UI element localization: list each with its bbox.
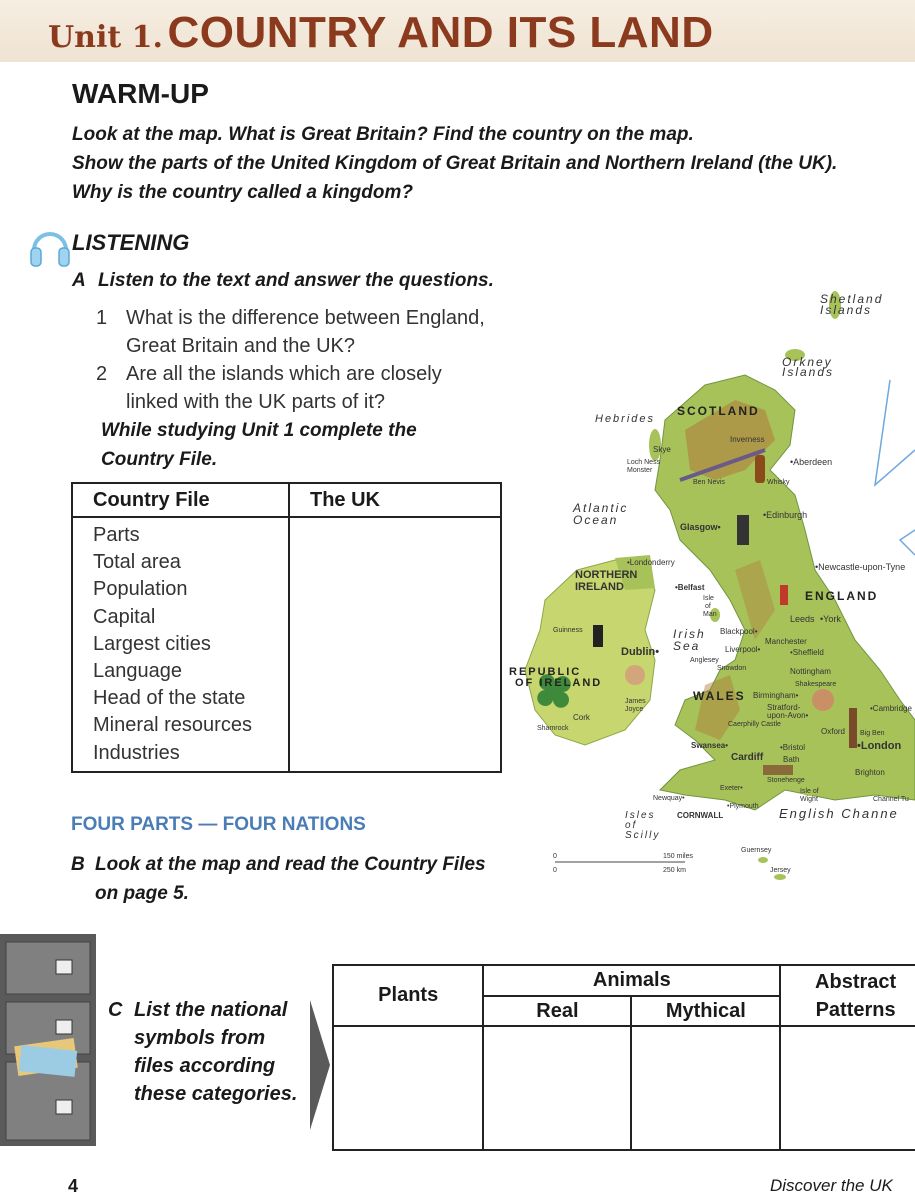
map-label: Isles <box>625 810 656 821</box>
study-note-line: Country File. <box>101 449 218 470</box>
task-c-text: List the national <box>134 999 288 1021</box>
map-label: Guinness <box>553 627 583 634</box>
map-label: Whisky <box>767 479 790 486</box>
map-label: •Belfast <box>675 583 705 592</box>
map-label: Nottingham <box>790 667 831 676</box>
task-b-text: on page 5. <box>95 883 189 904</box>
map-label: Orkney <box>782 355 833 369</box>
country-file-header: Country File <box>72 483 289 517</box>
country-file-row: Population <box>93 578 188 601</box>
abstract-patterns-answer-cell[interactable] <box>780 1026 915 1150</box>
page-number: 4 <box>68 1176 79 1196</box>
map-label: Scilly <box>625 830 661 841</box>
map-label: •Edinburgh <box>763 510 808 520</box>
map-label: Irish <box>673 627 706 641</box>
study-note-line: While studying Unit 1 complete the <box>101 420 417 441</box>
map-label: Leeds <box>790 614 815 624</box>
map-label: English Channe <box>779 806 899 821</box>
map-label: Jersey <box>770 867 791 874</box>
task-b-letter: B <box>71 854 85 875</box>
mythical-animals-answer-cell[interactable] <box>631 1026 780 1150</box>
map-label: Inverness <box>730 435 765 444</box>
task-c-letter: C <box>108 999 123 1021</box>
map-label: Sea <box>673 639 701 653</box>
unit-title <box>48 8 714 62</box>
map-label: Guernsey <box>741 847 772 854</box>
arrow-right-icon <box>310 1000 330 1130</box>
map-label: •London <box>857 740 902 752</box>
mythical-header: Mythical <box>631 996 780 1026</box>
question-item <box>96 360 536 416</box>
scottish-piper-icon <box>737 515 749 545</box>
map-label: CORNWALL <box>677 811 724 820</box>
map-label: Exeter• <box>720 785 743 792</box>
question-list <box>96 304 536 416</box>
map-scale-label: 0 <box>553 867 557 874</box>
listening-heading: LISTENING <box>72 230 190 255</box>
map-label: Shetland <box>820 292 884 306</box>
shakespeare-portrait-icon <box>812 689 834 711</box>
map-label: Brighton <box>855 768 885 777</box>
james-joyce-portrait-icon <box>625 665 645 685</box>
map-label: Stonehenge <box>767 777 805 784</box>
map-label: James <box>625 698 646 705</box>
map-label: Loch Ness <box>627 459 661 466</box>
map-label: Dublin• <box>621 646 660 658</box>
map-label: of <box>625 820 638 831</box>
task-b <box>71 850 541 908</box>
guernsey-land <box>758 857 768 863</box>
question-item <box>96 304 536 360</box>
map-label: •York <box>820 614 841 624</box>
football-player-icon <box>780 585 788 605</box>
country-file-row: Industries <box>93 741 180 764</box>
map-label: Manchester <box>765 637 807 646</box>
four-parts-heading: FOUR PARTS — FOUR NATIONS <box>71 814 366 835</box>
map-label: Birmingham• <box>753 691 799 700</box>
task-a-text: Listen to the text and answer the questions. <box>98 270 494 291</box>
map-label: Swansea• <box>691 741 729 750</box>
task-c-text: symbols from <box>134 1027 266 1049</box>
map-label: Joyce <box>625 706 644 713</box>
country-file-row: Language <box>93 660 182 683</box>
filing-cabinet-icon <box>0 930 100 1150</box>
warmup-line: Why is the country called a kingdom? <box>72 182 413 203</box>
map-label: Islands <box>782 365 835 379</box>
map-label: WALES <box>693 689 746 703</box>
map-scale-label: 250 km <box>663 867 686 874</box>
abstract-patterns-header <box>780 965 915 1026</box>
map-label: NORTHERN <box>575 569 638 581</box>
map-label: Liverpool• <box>725 645 761 654</box>
headphones-icon <box>28 222 72 270</box>
unit-heading: COUNTRY AND ITS LAND <box>167 8 714 57</box>
map-label: Channel Tu <box>873 796 909 803</box>
map-label: Man <box>703 611 717 618</box>
abstract-patterns-label: Abstract <box>815 970 897 993</box>
country-file-row: Mineral resources <box>93 714 252 737</box>
map-label: Ocean <box>573 513 619 527</box>
map-label: Cork <box>573 713 590 722</box>
map-label: •Newcastle-upon-Tyne <box>815 562 906 572</box>
map-label: Snowdon <box>717 665 747 672</box>
map-label: Wight <box>800 796 818 803</box>
country-file-row: Capital <box>93 605 156 628</box>
map-label: Atlantic <box>573 501 629 515</box>
question-text: linked with the UK parts of it? <box>126 391 386 413</box>
map-label: of <box>705 603 711 610</box>
map-label: Anglesey <box>690 657 719 664</box>
abstract-patterns-label: Patterns <box>815 998 896 1021</box>
question-text: What is the difference between England, <box>126 307 485 329</box>
whisky-bottle-icon <box>755 455 765 483</box>
map-label: Islands <box>820 303 873 317</box>
question-text: Great Britain and the UK? <box>126 335 356 357</box>
real-header: Real <box>483 996 631 1026</box>
book-title: Discover the UK <box>770 1176 893 1195</box>
map-label: Oxford <box>821 727 846 736</box>
plants-answer-cell[interactable] <box>333 1026 483 1150</box>
map-label: •Plymouth <box>727 803 759 810</box>
stonehenge-icon <box>763 765 793 775</box>
map-label: Glasgow• <box>680 522 721 532</box>
task-c-text: these categories. <box>134 1083 298 1105</box>
map-label: •Aberdeen <box>790 457 833 467</box>
map-label: •Londonderry <box>627 558 675 567</box>
map-label: Skye <box>653 445 671 454</box>
map-scale-label: 0 <box>553 853 557 860</box>
task-a-letter: A <box>72 270 86 291</box>
the-uk-answer-cell[interactable] <box>289 517 501 772</box>
unit-label: Unit 1. <box>48 20 163 55</box>
map-label: upon-Avon• <box>767 711 809 720</box>
question-number: 1 <box>96 307 108 329</box>
map-scale-label: 150 miles <box>663 853 693 860</box>
question-text: Are all the islands which are closely <box>126 363 442 385</box>
map-label: Newquay• <box>653 795 685 802</box>
map-label: Shakespeare <box>795 681 837 688</box>
jersey-land <box>774 874 786 880</box>
map-label: •Cambridge <box>870 704 912 713</box>
real-animals-answer-cell[interactable] <box>483 1026 631 1150</box>
map-label: Isle <box>703 595 714 602</box>
map-label: Stratford- <box>767 703 801 712</box>
warmup-heading: WARM-UP <box>72 78 209 109</box>
map-label: •Bristol <box>780 743 806 752</box>
map-label: Hebrides <box>595 413 656 425</box>
map-label: Shamrock <box>537 725 569 732</box>
task-a <box>72 270 494 292</box>
country-file-row: Parts <box>93 524 140 546</box>
country-file-row: Total area <box>93 551 181 574</box>
map-label: OF IRELAND <box>515 677 603 689</box>
country-file-table <box>71 482 502 773</box>
map-label: Cardiff <box>731 752 764 763</box>
map-label: Blackpool• <box>720 627 758 636</box>
plants-header: Plants <box>333 965 483 1026</box>
task-c <box>108 996 308 1108</box>
map-label: Ben Nevis <box>693 479 725 486</box>
guinness-glass-icon <box>593 625 603 647</box>
task-b-text: Look at the map and read the Country Files <box>95 854 486 875</box>
uk-map <box>505 270 915 910</box>
map-label: Caerphilly Castle <box>728 721 781 728</box>
map-label: Isle of <box>800 788 819 795</box>
study-note <box>101 416 501 474</box>
animals-header: Animals <box>483 965 780 996</box>
task-c-text: files according <box>134 1055 276 1077</box>
country-file-row: Head of the state <box>93 687 246 710</box>
country-file-row: Largest cities <box>93 632 211 655</box>
warmup-line: Show the parts of the United Kingdom of Great Britain and Northern Ireland (the UK). <box>72 153 838 174</box>
warmup-line: Look at the map. What is Great Britain? Find the country on the map. <box>72 124 694 145</box>
map-label: REPUBLIC <box>509 666 582 678</box>
map-label: IRELAND <box>575 581 624 593</box>
warmup-instructions <box>72 120 912 207</box>
map-label: SCOTLAND <box>677 404 760 418</box>
country-file-rows <box>72 517 289 772</box>
map-label: ENGLAND <box>805 589 879 603</box>
map-label: Bath <box>783 755 800 764</box>
the-uk-header: The UK <box>289 483 501 517</box>
big-ben-icon <box>849 708 857 748</box>
map-label: •Sheffield <box>790 648 824 657</box>
national-symbols-table <box>332 964 915 1151</box>
map-label: Big Ben <box>860 730 885 737</box>
map-label: Monster <box>627 467 653 474</box>
question-number: 2 <box>96 363 108 385</box>
